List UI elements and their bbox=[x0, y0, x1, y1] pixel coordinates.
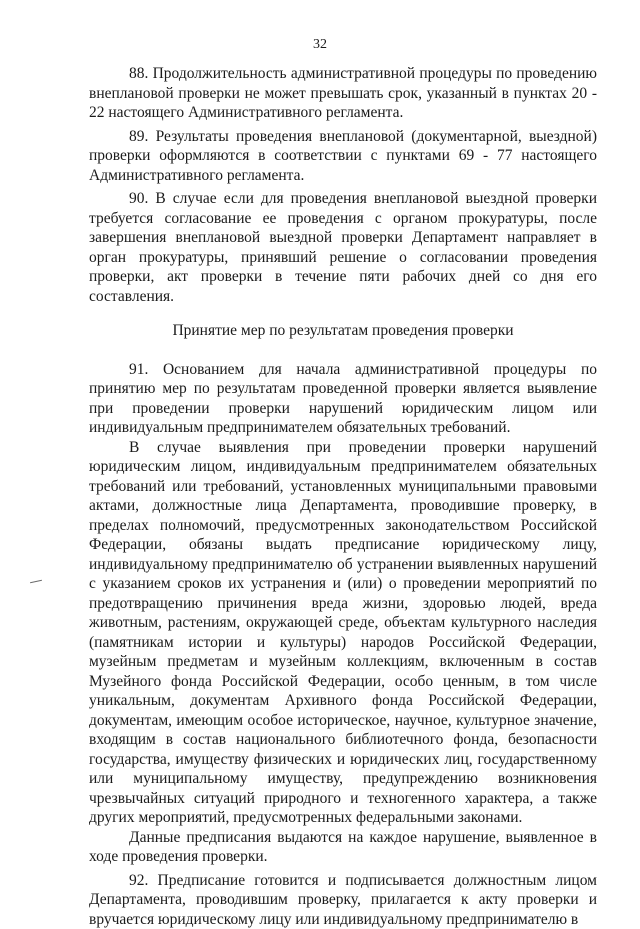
margin-pen-mark bbox=[30, 580, 42, 583]
paragraph-88: 88. Продолжительность административной процедуры по проведению внеплановой проверки не может превышать срок, указанный в пунктах 20 - 22 настоящего Административного регламента. bbox=[89, 64, 597, 123]
document-body bbox=[89, 64, 597, 929]
paragraph-91-prescriptions: Данные предписания выдаются на каждое нарушение, выявленное в ходе проведения проверки. bbox=[89, 828, 597, 867]
paragraph-91: 91. Основанием для начала административной процедуры по принятию мер по результатам проведенной проверки является выявление при проведении проверки нарушений юридическим лицом или индивидуальным предпринимателем обязательных требований. bbox=[89, 360, 597, 438]
paragraph-92: 92. Предписание готовится и подписывается должностным лицом Департамента, проводившим проверку, прилагается к акту проверки и вручается юридическому лицу или индивидуальному предпринимателю в bbox=[89, 871, 597, 929]
paragraph-91-obligations: В случае выявления при проведении проверки нарушений юридическим лицом, индивидуальным предпринимателем обязательных требований или требований, установленных муниципальными правовыми актами, должностные лица Департамента, проводившие проверку, в пределах полномочий, предусмотренных законодательством Российской Федерации, обязаны выдать предписание юридическому лицу, индивидуальному предпринимателю об устранении выявленных нарушений с указанием сроков их устранения и (или) о проведении мероприятий по предотвращению причинения вреда жизни, здоровью людей, вреда животным, растениям, окружающей среде, объектам культурного наследия (памятникам истории и культуры) народов Российской Федерации, музейным предметам и музейным коллекциям, включенным в состав Музейного фонда Российской Федерации, особо ценным, в том числе уникальным, документам Архивного фонда Российской Федерации, документам, имеющим особое историческое, научное, культурное значение, входящим в состав национального библиотечного фонда, безопасности государства, имуществу физических и юридических лиц, государственному или муниципальному имуществу, предупреждению возникновения чрезвычайных ситуаций природного и техногенного характера, а также других мероприятий, предусмотренных федеральными законами. bbox=[89, 438, 597, 828]
page-number: 32 bbox=[0, 37, 640, 53]
section-heading: Принятие мер по результатам проведения проверки bbox=[89, 321, 597, 341]
paragraph-89: 89. Результаты проведения внеплановой (документарной, выездной) проверки оформляются в соответствии с пунктами 69 - 77 настоящего Административного регламента. bbox=[89, 127, 597, 186]
paragraph-90: 90. В случае если для проведения внеплановой выездной проверки требуется согласование ее проведения с органом прокуратуры, после завершения внеплановой выездной проверки Департамент направляет в орган прокуратуры, принявший решение о согласовании проведения проверки, акт проверки в течение пяти рабочих дней со дня его составления. bbox=[89, 189, 597, 306]
